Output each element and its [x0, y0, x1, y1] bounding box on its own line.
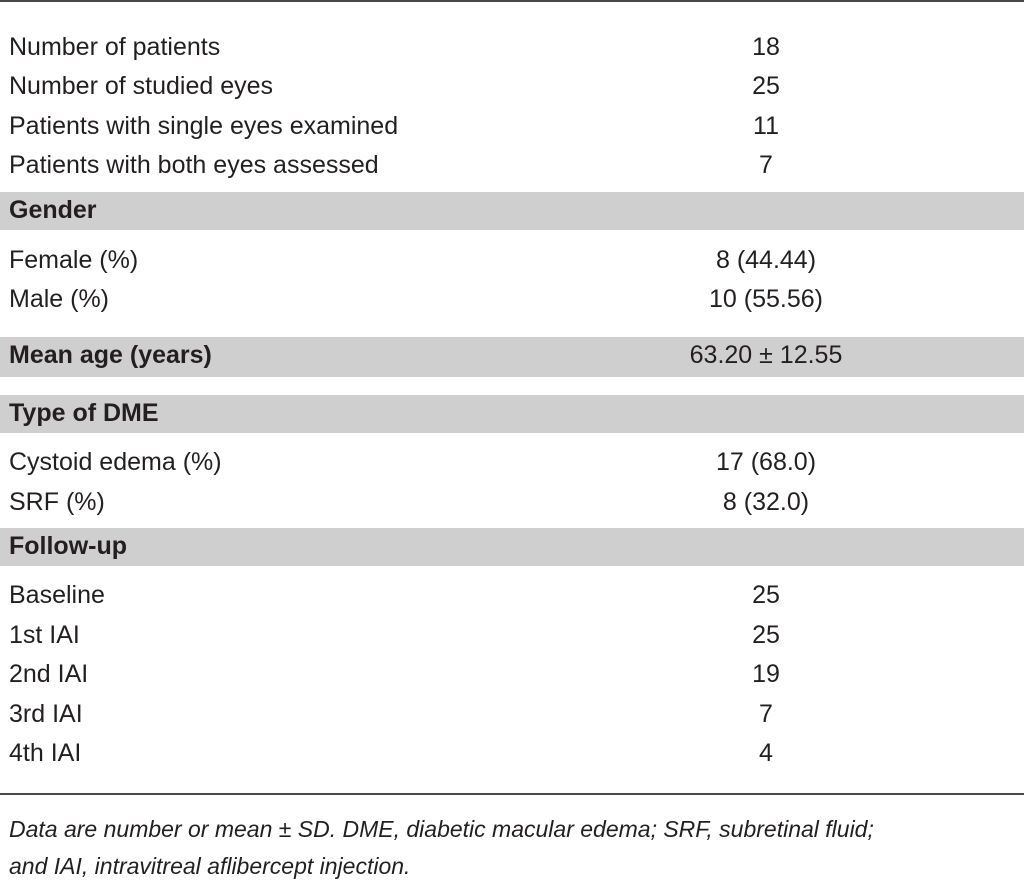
- row-label: Number of studied eyes: [9, 72, 274, 100]
- row-label: Number of patients: [9, 33, 221, 61]
- row-label: 3rd IAI: [9, 700, 83, 728]
- section-header-followup: [0, 528, 1024, 566]
- section-header-dme: [0, 395, 1024, 433]
- row-label: Patients with single eyes examined: [9, 112, 399, 140]
- row-label: SRF (%): [9, 488, 105, 516]
- row-label: Male (%): [9, 285, 110, 313]
- row-label: Patients with both eyes assessed: [9, 151, 379, 179]
- section-heading: Mean age (years): [9, 341, 212, 369]
- row-label: 1st IAI: [9, 621, 80, 649]
- section-heading: Gender: [9, 196, 97, 224]
- table-footnote: [9, 811, 1009, 885]
- footnote-line: and IAI, intravitreal aflibercept injection.: [9, 853, 411, 879]
- row-value: 8 (32.0): [722, 488, 810, 516]
- row-value: 17 (68.0): [715, 448, 817, 476]
- row-value: 25: [752, 72, 780, 100]
- row-label: Female (%): [9, 246, 139, 274]
- row-value: 18: [752, 33, 780, 61]
- row-value: 7: [759, 151, 773, 179]
- row-label: 2nd IAI: [9, 660, 89, 688]
- section-heading: Follow-up: [9, 532, 128, 560]
- section-heading: Type of DME: [9, 399, 159, 427]
- row-label: Cystoid edema (%): [9, 448, 222, 476]
- row-value: 19: [752, 660, 780, 688]
- row-value: 4: [759, 739, 773, 767]
- row-label: 4th IAI: [9, 739, 82, 767]
- row-value: 11: [753, 112, 779, 140]
- row-label: Baseline: [9, 581, 105, 609]
- row-value: 25: [752, 581, 780, 609]
- row-value: 7: [759, 700, 773, 728]
- table-top-rule: [0, 0, 1024, 2]
- section-header-age: [0, 337, 1024, 377]
- table-bottom-rule: [0, 793, 1024, 795]
- row-value: 10 (55.56): [709, 285, 823, 313]
- row-value: 25: [752, 621, 780, 649]
- age-value: 63.20 ± 12.55: [689, 341, 843, 369]
- row-value: 8 (44.44): [715, 246, 817, 274]
- footnote-line: Data are number or mean ± SD. DME, diabetic macular edema; SRF, subretinal fluid;: [9, 816, 874, 842]
- section-header-gender: [0, 192, 1024, 230]
